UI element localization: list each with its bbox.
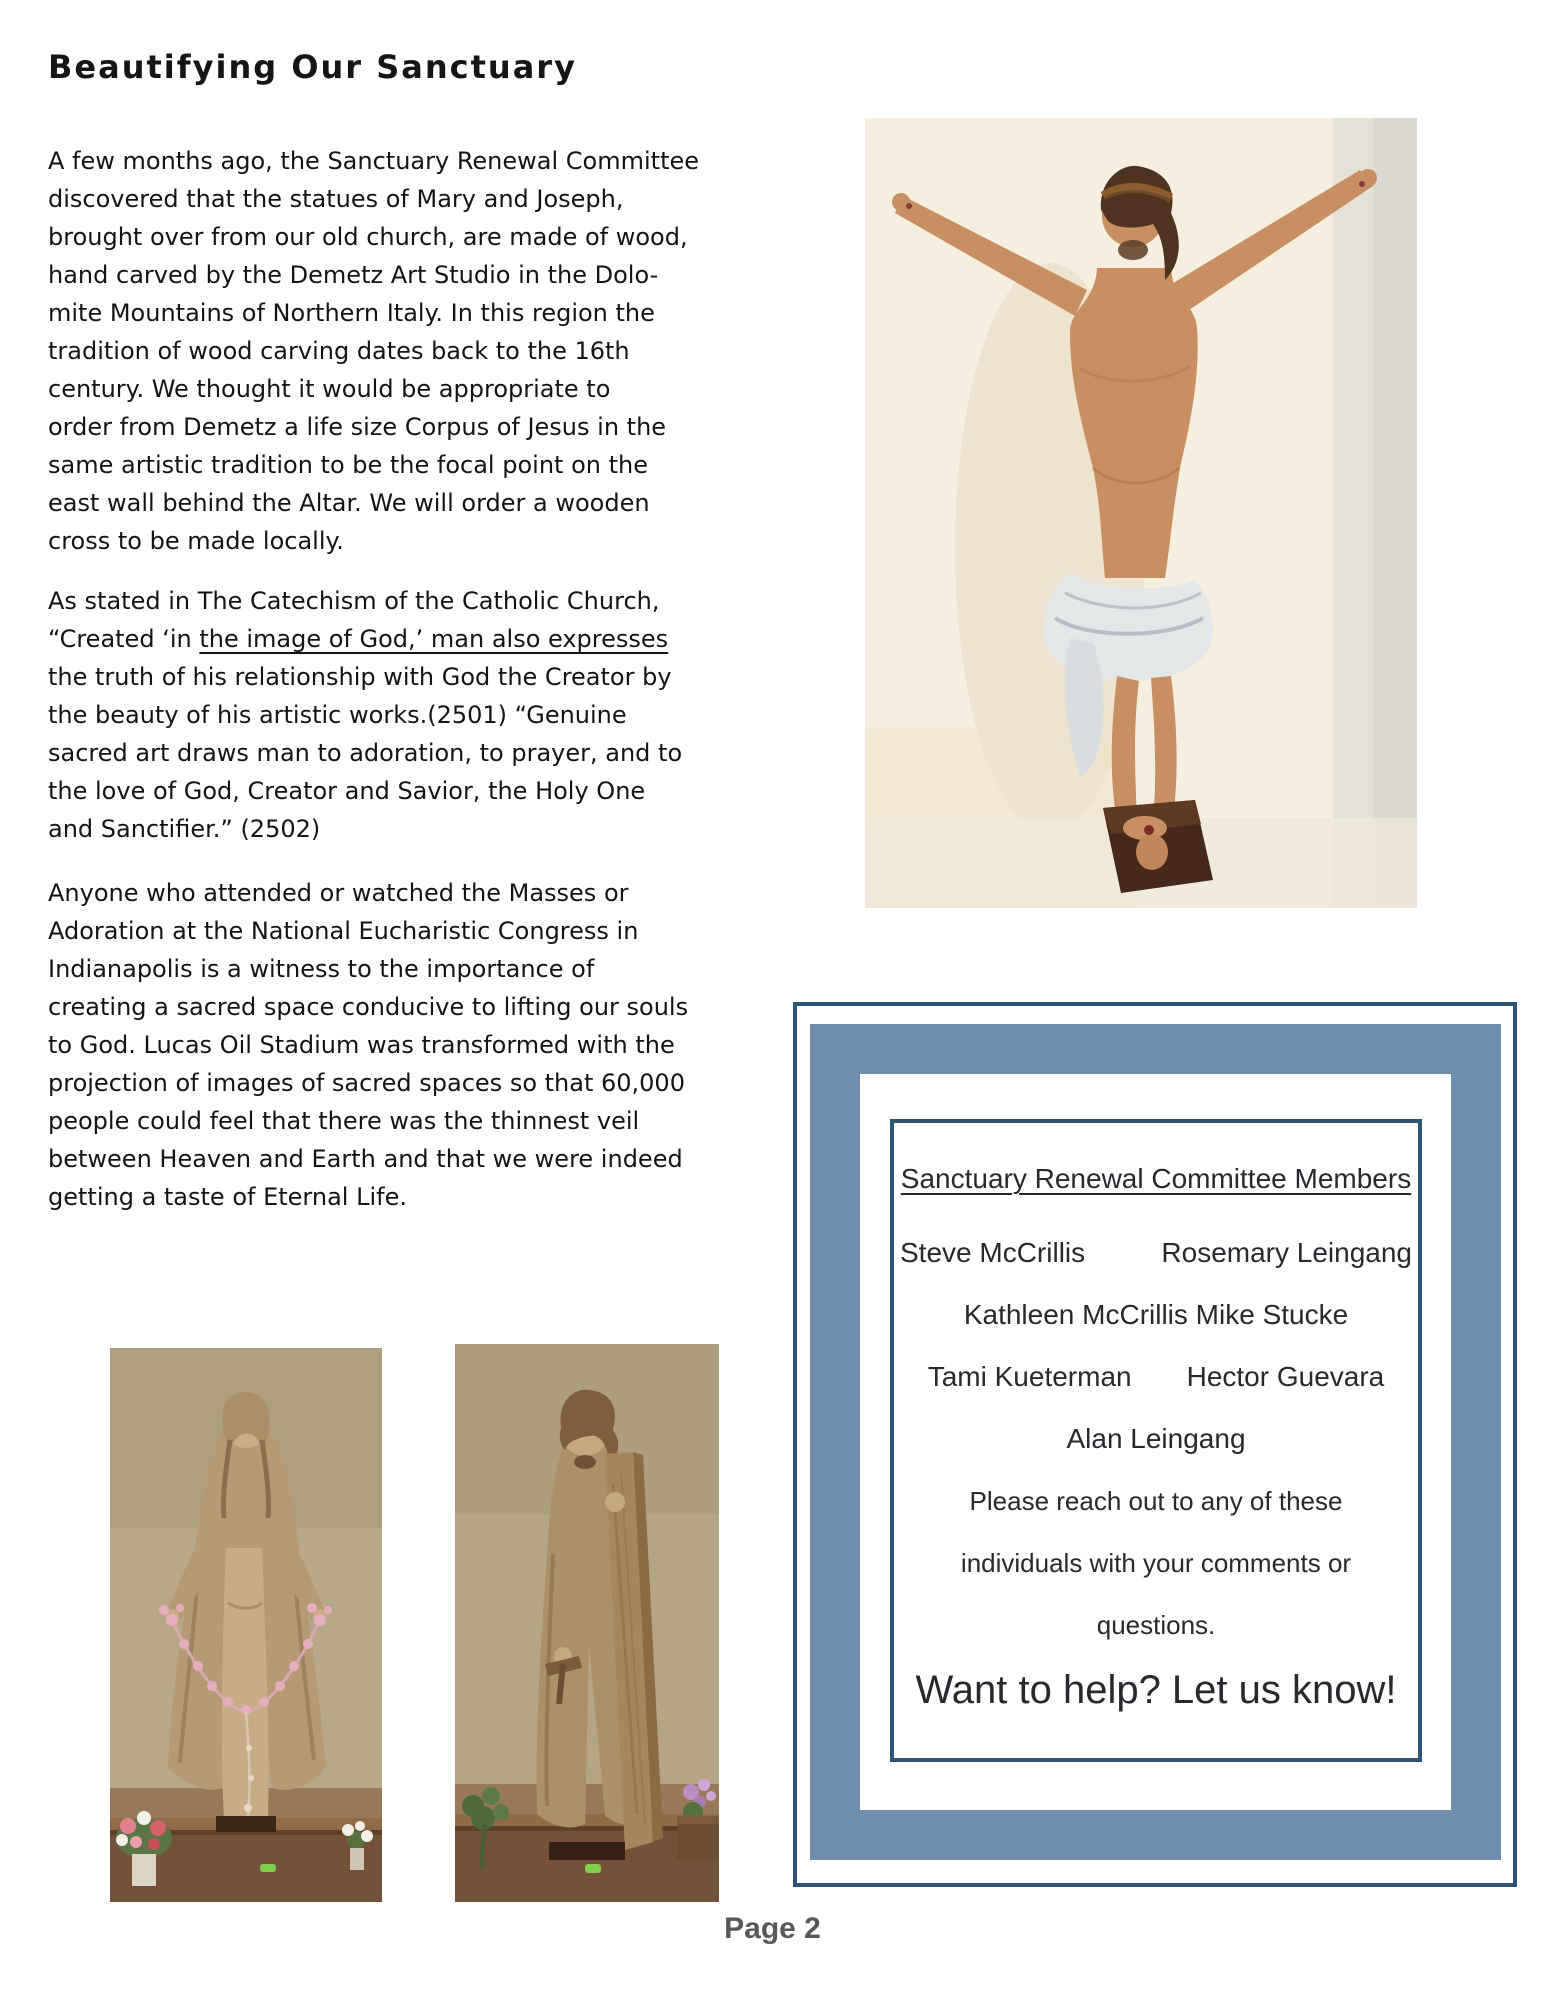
committee-box	[890, 1119, 1422, 1762]
committee-heading: Sanctuary Renewal Committee Members	[900, 1163, 1412, 1194]
paragraph-3	[48, 874, 688, 1216]
page-number: Page 2	[724, 1912, 821, 1945]
body-line: projection of images of sacred spaces so that 60,000	[48, 1069, 685, 1097]
committee-row	[900, 1420, 1412, 1458]
paragraph-1	[48, 142, 699, 560]
committee-box-frame	[793, 1002, 1517, 1887]
body-line: the love of God, Creator and Savior, the Holy One	[48, 777, 646, 805]
body-line: hand carved by the Demetz Art Studio in the Dolo-	[48, 261, 659, 289]
quote-prefix: “Created ‘in	[48, 625, 200, 653]
body-line: Anyone who attended or watched the Masses or	[48, 879, 629, 907]
body-line: same artistic tradition to be the focal point on the	[48, 451, 648, 479]
underlined-quote: the image of God,’ man also expresses	[199, 625, 669, 653]
body-line: between Heaven and Earth and that we were indeed	[48, 1145, 683, 1173]
body-line: creating a sacred space conducive to lifting our souls	[48, 993, 689, 1021]
body-line: the truth of his relationship with God the Creator by	[48, 663, 672, 691]
committee-row	[900, 1296, 1412, 1334]
page-title: Beautifying Our Sanctuary	[48, 48, 577, 86]
body-line: century. We thought it would be appropriate to	[48, 375, 611, 403]
paragraph-2	[48, 582, 682, 848]
crucifix-illustration	[865, 118, 1417, 908]
committee-note-line: questions.	[1096, 1610, 1216, 1640]
committee-row	[900, 1234, 1412, 1272]
member-name: Kathleen McCrillis Mike Stucke	[963, 1299, 1349, 1330]
body-line: people could feel that there was the thinnest veil	[48, 1107, 640, 1135]
committee-note-line: Please reach out to any of these	[969, 1486, 1343, 1516]
body-line: A few months ago, the Sanctuary Renewal Committee	[48, 147, 700, 175]
body-line: east wall behind the Altar. We will order a wooden	[48, 489, 650, 517]
body-line: sacred art draws man to adoration, to prayer, and to	[48, 739, 683, 767]
mary-statue-illustration	[110, 1348, 382, 1902]
body-line: Indianapolis is a witness to the importance of	[48, 955, 595, 983]
body-line: mite Mountains of Northern Italy. In this region the	[48, 299, 655, 327]
joseph-statue-photo	[455, 1344, 719, 1902]
body-line: As stated in The Catechism of the Catholic Church,	[48, 587, 660, 615]
body-line: getting a taste of Eternal Life.	[48, 1183, 407, 1211]
body-line: brought over from our old church, are made of wood,	[48, 223, 688, 251]
member-name: Alan Leingang	[1066, 1423, 1246, 1454]
body-line	[48, 620, 682, 658]
body-line: tradition of wood carving dates back to the 16th	[48, 337, 630, 365]
committee-note-line: individuals with your comments or	[960, 1548, 1352, 1578]
member-name: Rosemary Leingang	[1161, 1237, 1412, 1268]
help-call-to-action: Want to help? Let us know!	[915, 1668, 1397, 1712]
body-line: order from Demetz a life size Corpus of Jesus in the	[48, 413, 667, 441]
joseph-statue-illustration	[455, 1344, 719, 1902]
body-line: and Sanctifier.” (2502)	[48, 815, 321, 843]
body-line: cross to be made locally.	[48, 527, 344, 555]
member-name: Hector Guevara	[1186, 1361, 1385, 1392]
crucifix-photo	[865, 118, 1417, 908]
mary-statue-photo	[110, 1348, 382, 1902]
committee-row	[900, 1358, 1412, 1396]
member-name: Steve McCrillis	[900, 1237, 1086, 1268]
body-line: Adoration at the National Eucharistic Congress in	[48, 917, 639, 945]
body-line: the beauty of his artistic works.(2501) “Genuine	[48, 701, 627, 729]
member-name: Tami Kueterman	[927, 1361, 1132, 1392]
body-line: discovered that the statues of Mary and Joseph,	[48, 185, 624, 213]
body-line: to God. Lucas Oil Stadium was transformed with the	[48, 1031, 675, 1059]
